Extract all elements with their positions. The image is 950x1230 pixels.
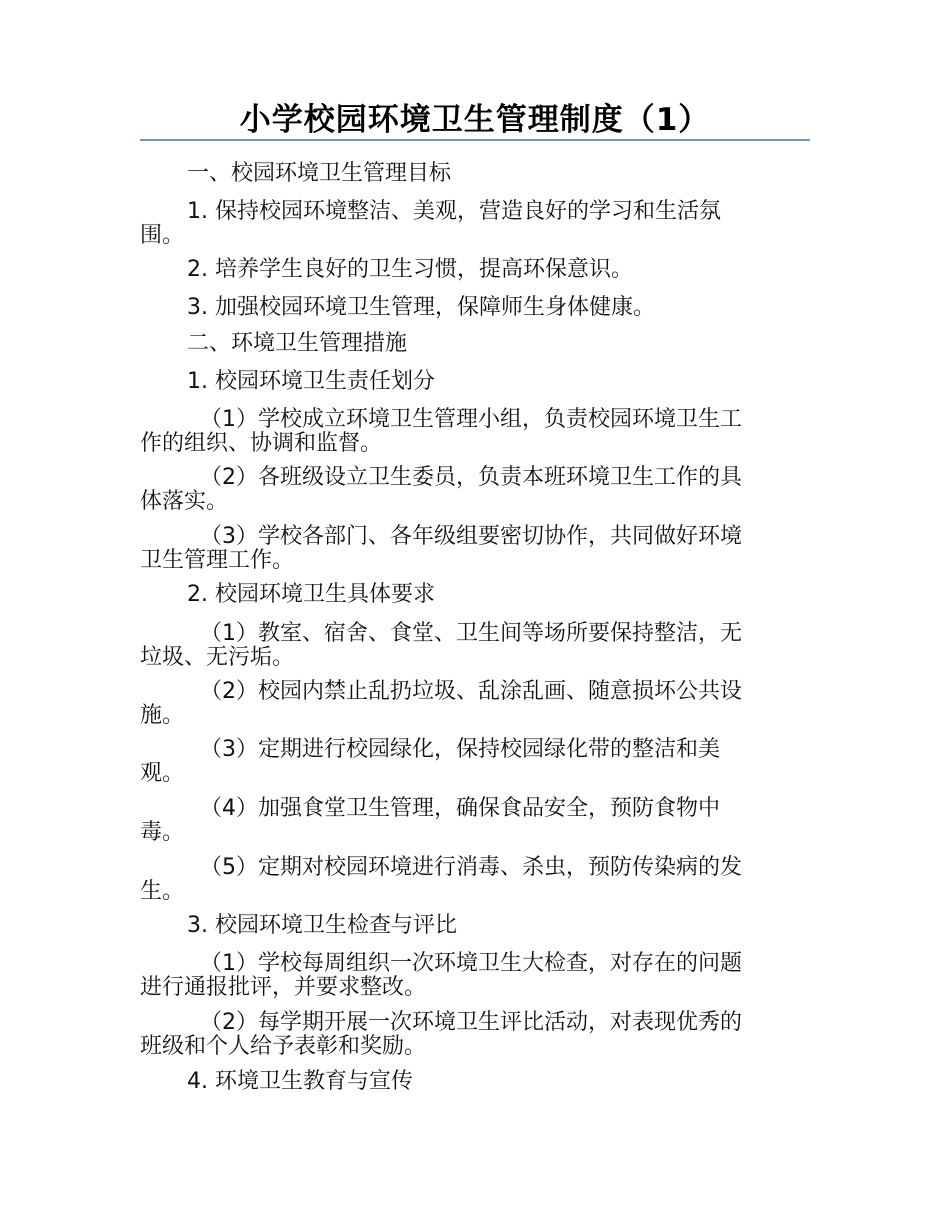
paragraph-line: （4）加强食堂卫生管理，确保食品安全，预防食物中: [200, 796, 720, 821]
paragraph-line: 2. 校园环境卫生具体要求: [187, 582, 435, 607]
paragraph: [140, 797, 800, 845]
paragraph-line: 垃圾、无污垢。: [140, 645, 295, 670]
paragraph: [140, 856, 800, 904]
paragraph-line: （2）每学期开展一次环境卫生评比活动，对表现优秀的: [200, 1010, 742, 1035]
paragraph-line: 体落实。: [140, 489, 229, 514]
paragraph-line: 观。: [140, 761, 185, 786]
paragraph: [140, 680, 800, 728]
subsection-heading: [140, 370, 800, 394]
paragraph-line: 施。: [140, 703, 185, 728]
paragraph: [140, 952, 800, 1000]
paragraph: [140, 408, 800, 456]
paragraph-line: 4. 环境卫生教育与宣传: [187, 1069, 413, 1094]
paragraph: [140, 296, 800, 320]
paragraph-line: 二、环境卫生管理措施: [187, 331, 408, 356]
paragraph: [140, 200, 800, 248]
paragraph-line: （5）定期对校园环境进行消毒、杀虫，预防传染病的发: [200, 855, 742, 880]
subsection-heading: [140, 1070, 800, 1094]
paragraph-line: 1. 保持校园环境整洁、美观，营造良好的学习和生活氛: [187, 199, 721, 224]
paragraph-line: 毒。: [140, 820, 185, 845]
paragraph: [140, 466, 800, 514]
paragraph: [140, 622, 800, 670]
paragraph-line: 3. 校园环境卫生检查与评比: [187, 913, 457, 938]
paragraph-line: （3）学校各部门、各年级组要密切协作，共同做好环境: [200, 524, 742, 549]
paragraph: [140, 1011, 800, 1059]
title-underline: [140, 139, 810, 141]
document-title: 小学校园环境卫生管理制度（1）: [239, 102, 711, 138]
paragraph-line: 班级和个人给予表彰和奖励。: [140, 1034, 427, 1059]
paragraph-line: 围。: [140, 223, 185, 248]
subsection-heading: [140, 914, 800, 938]
paragraph-line: 2. 培养学生良好的卫生习惯，提高环保意识。: [187, 257, 633, 282]
paragraph-line: 进行通报批评，并要求整改。: [140, 975, 427, 1000]
paragraph-line: （2）校园内禁止乱扔垃圾、乱涂乱画、随意损坏公共设: [200, 679, 742, 704]
section-heading: [140, 162, 800, 186]
paragraph-line: （1）学校成立环境卫生管理小组，负责校园环境卫生工: [200, 407, 742, 432]
paragraph: [140, 258, 800, 282]
paragraph-line: 生。: [140, 879, 185, 904]
paragraph-line: 一、校园环境卫生管理目标: [187, 161, 452, 186]
paragraph-line: 作的组织、协调和监督。: [140, 431, 383, 456]
paragraph-line: （1）教室、宿舍、食堂、卫生间等场所要保持整洁，无: [200, 621, 742, 646]
paragraph: [140, 525, 800, 573]
paragraph-line: 3. 加强校园环境卫生管理，保障师生身体健康。: [187, 295, 655, 320]
paragraph-line: （2）各班级设立卫生委员，负责本班环境卫生工作的具: [200, 465, 742, 490]
subsection-heading: [140, 583, 800, 607]
section-heading: [140, 332, 800, 356]
paragraph-line: 卫生管理工作。: [140, 548, 295, 573]
paragraph-line: （3）定期进行校园绿化，保持校园绿化带的整洁和美: [200, 737, 720, 762]
paragraph-line: （1）学校每周组织一次环境卫生大检查，对存在的问题: [200, 951, 742, 976]
paragraph: [140, 738, 800, 786]
paragraph-line: 1. 校园环境卫生责任划分: [187, 369, 435, 394]
